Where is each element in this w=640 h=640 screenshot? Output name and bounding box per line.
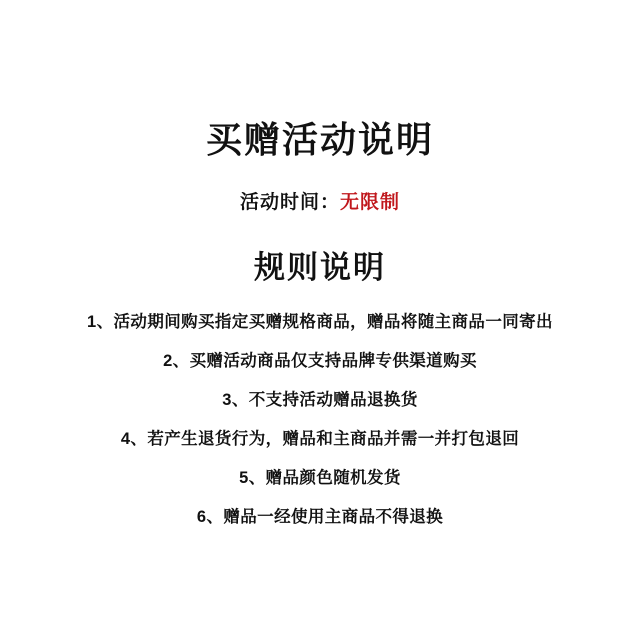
list-item: 4、若产生退货行为，赠品和主商品并需一并打包退回	[120, 429, 520, 448]
page-title: 买赠活动说明	[205, 119, 434, 160]
list-item: 1、活动期间购买指定买赠规格商品，赠品将随主商品一同寄出	[87, 313, 553, 332]
list-item: 3、不支持活动赠品退换货	[222, 391, 418, 410]
list-item: 2、买赠活动商品仅支持品牌专供渠道购买	[163, 352, 477, 371]
activity-period-row	[240, 187, 400, 214]
activity-period-label: 活动时间：	[239, 192, 340, 214]
activity-period-value: 无限制	[340, 192, 401, 214]
section-title-rules: 规则说明	[254, 250, 386, 286]
list-item: 5、赠品颜色随机发货	[239, 468, 401, 487]
list-item: 6、赠品一经使用主商品不得退换	[196, 507, 444, 526]
rules-list	[0, 311, 640, 545]
